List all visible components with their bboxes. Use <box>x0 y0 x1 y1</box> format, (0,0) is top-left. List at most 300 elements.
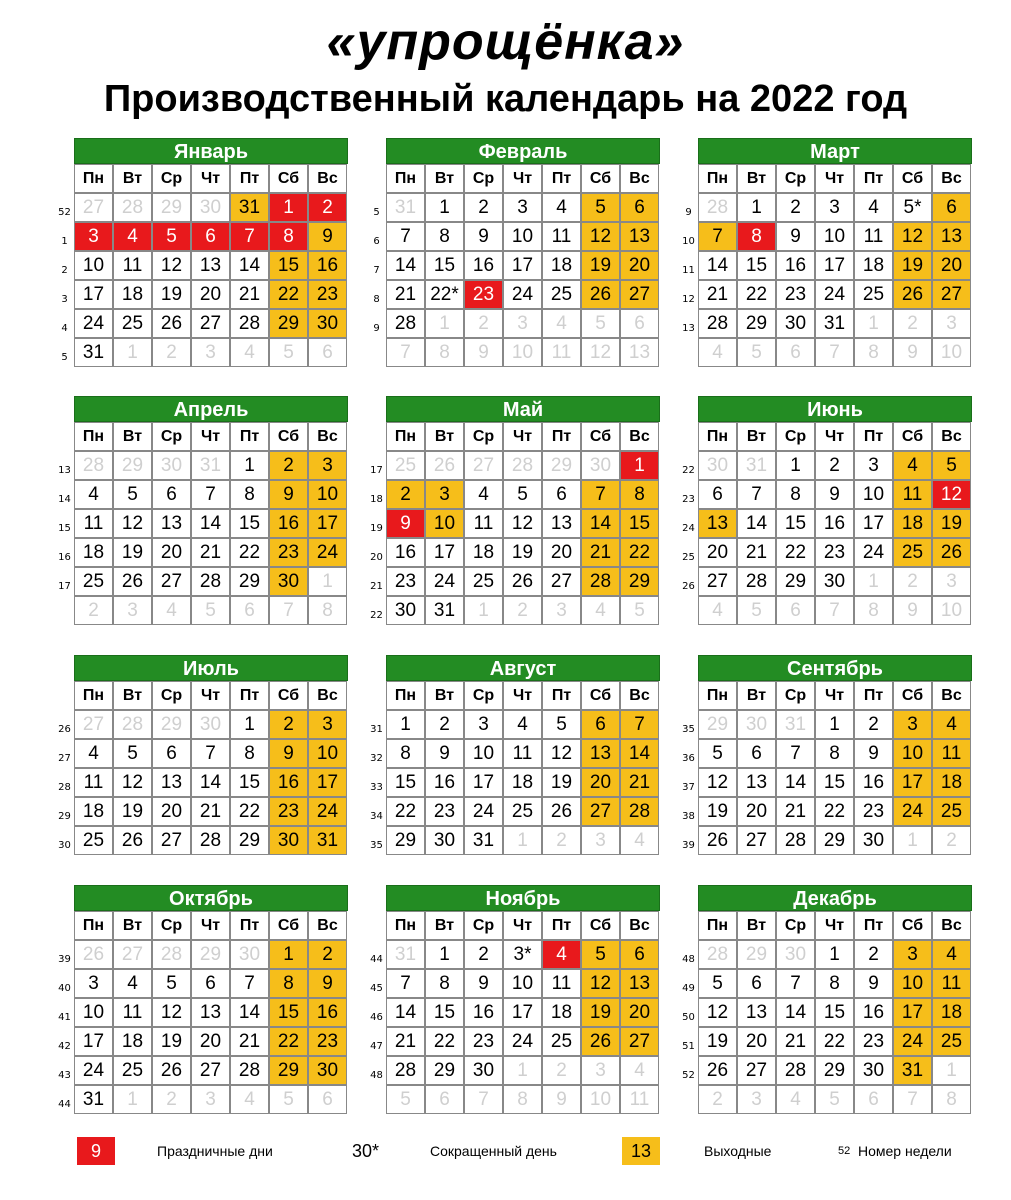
week-number: 27 <box>58 753 71 764</box>
weekday-row <box>680 681 972 710</box>
day-cell: 2 <box>464 309 503 338</box>
week-row <box>680 567 972 596</box>
day-cell: 29 <box>542 451 581 480</box>
day-cell: 11 <box>542 222 581 251</box>
day-cell: 12 <box>893 222 932 251</box>
day-cell: 21 <box>737 538 776 567</box>
weekday-row <box>368 422 660 451</box>
day-cell: 17 <box>308 509 347 538</box>
month-header: Октябрь <box>74 885 348 911</box>
day-cell: 9 <box>269 739 308 768</box>
day-cell: 10 <box>74 251 113 280</box>
week-row <box>56 797 348 826</box>
day-cell: 29 <box>737 940 776 969</box>
day-cell: 2 <box>152 338 191 367</box>
day-cell: 9 <box>893 596 932 625</box>
day-cell: 25 <box>113 309 152 338</box>
day-cell: 24 <box>425 567 464 596</box>
weekday-header: Сб <box>893 681 932 710</box>
day-cell: 1 <box>113 1085 152 1114</box>
month-header: Декабрь <box>698 885 972 911</box>
day-cell: 3 <box>191 1085 230 1114</box>
day-cell: 5 <box>737 338 776 367</box>
day-cell: 3 <box>581 826 620 855</box>
day-cell: 17 <box>854 509 893 538</box>
week-number: 26 <box>682 581 695 592</box>
day-cell: 20 <box>737 1027 776 1056</box>
day-cell: 19 <box>932 509 971 538</box>
day-cell: 29 <box>425 1056 464 1085</box>
week-row <box>680 1085 972 1114</box>
day-cell: 23 <box>464 280 503 309</box>
week-number: 8 <box>373 294 380 305</box>
day-cell: 2 <box>893 309 932 338</box>
day-cell: 28 <box>503 451 542 480</box>
day-cell: 2 <box>854 710 893 739</box>
day-cell: 6 <box>698 480 737 509</box>
day-cell: 31 <box>776 710 815 739</box>
day-cell: 15 <box>620 509 659 538</box>
day-cell: 9 <box>425 739 464 768</box>
month-header: Апрель <box>74 396 348 422</box>
weekday-header: Пн <box>386 422 425 451</box>
day-cell: 19 <box>542 768 581 797</box>
weekday-header: Вс <box>308 911 347 940</box>
weekday-header: Ср <box>152 911 191 940</box>
day-cell: 23 <box>425 797 464 826</box>
week-number: 9 <box>685 207 692 218</box>
day-cell: 15 <box>386 768 425 797</box>
day-cell: 20 <box>191 280 230 309</box>
day-cell: 16 <box>464 998 503 1027</box>
day-cell: 8 <box>425 222 464 251</box>
day-cell: 9 <box>542 1085 581 1114</box>
week-row <box>56 1085 348 1114</box>
day-cell: 1 <box>425 193 464 222</box>
day-cell: 8 <box>230 739 269 768</box>
month-block <box>56 396 348 625</box>
day-cell: 30 <box>815 567 854 596</box>
weekday-header: Пт <box>230 422 269 451</box>
week-row <box>368 940 660 969</box>
day-cell: 3 <box>464 710 503 739</box>
day-cell: 10 <box>308 739 347 768</box>
day-cell: 25 <box>503 797 542 826</box>
day-cell: 17 <box>74 280 113 309</box>
week-number: 43 <box>58 1070 71 1081</box>
day-cell: 30 <box>152 451 191 480</box>
day-cell: 10 <box>932 596 971 625</box>
day-cell: 12 <box>152 251 191 280</box>
day-cell: 29 <box>269 1056 308 1085</box>
day-cell: 28 <box>386 309 425 338</box>
week-number: 25 <box>682 552 695 563</box>
day-cell: 6 <box>737 969 776 998</box>
day-cell: 6 <box>932 193 971 222</box>
day-cell: 16 <box>464 251 503 280</box>
day-cell: 6 <box>152 480 191 509</box>
week-number: 49 <box>682 983 695 994</box>
week-number: 45 <box>370 983 383 994</box>
week-number: 35 <box>370 840 383 851</box>
month-block <box>680 396 972 625</box>
day-cell: 30 <box>269 567 308 596</box>
day-cell: 5 <box>698 739 737 768</box>
day-cell: 24 <box>815 280 854 309</box>
day-cell: 11 <box>113 998 152 1027</box>
day-cell: 25 <box>542 1027 581 1056</box>
weekday-header: Вс <box>932 911 971 940</box>
day-cell: 24 <box>464 797 503 826</box>
week-row <box>56 338 348 367</box>
day-cell: 27 <box>74 710 113 739</box>
day-cell: 18 <box>542 251 581 280</box>
weekday-header: Вт <box>737 164 776 193</box>
day-cell: 10 <box>581 1085 620 1114</box>
day-cell: 13 <box>581 739 620 768</box>
day-cell: 21 <box>191 538 230 567</box>
day-cell: 7 <box>815 338 854 367</box>
week-number: 36 <box>682 753 695 764</box>
day-cell: 9 <box>386 509 425 538</box>
day-cell: 20 <box>698 538 737 567</box>
day-cell: 30 <box>776 940 815 969</box>
day-cell: 29 <box>737 309 776 338</box>
day-cell: 1 <box>230 710 269 739</box>
day-cell: 4 <box>542 309 581 338</box>
day-cell: 12 <box>698 998 737 1027</box>
day-cell: 14 <box>581 509 620 538</box>
month-block <box>368 885 660 1114</box>
day-cell: 2 <box>269 710 308 739</box>
day-cell: 31 <box>464 826 503 855</box>
day-cell: 25 <box>893 538 932 567</box>
day-cell: 8 <box>737 222 776 251</box>
month-header: Февраль <box>386 138 660 164</box>
day-cell: 3 <box>893 710 932 739</box>
day-cell: 11 <box>113 251 152 280</box>
day-cell: 16 <box>308 998 347 1027</box>
day-cell: 5 <box>152 969 191 998</box>
day-cell: 4 <box>230 338 269 367</box>
day-cell: 19 <box>113 797 152 826</box>
weekday-header: Пн <box>698 422 737 451</box>
day-cell: 5 <box>737 596 776 625</box>
day-cell: 7 <box>620 710 659 739</box>
day-cell: 30 <box>230 940 269 969</box>
weekday-header: Пт <box>542 164 581 193</box>
day-cell: 1 <box>503 826 542 855</box>
day-cell: 8 <box>230 480 269 509</box>
day-cell: 21 <box>776 1027 815 1056</box>
day-cell: 8 <box>386 739 425 768</box>
day-cell: 29 <box>386 826 425 855</box>
day-cell: 22 <box>230 797 269 826</box>
week-row <box>56 998 348 1027</box>
day-cell: 4 <box>230 1085 269 1114</box>
weekday-header: Пт <box>542 681 581 710</box>
day-cell: 3 <box>503 309 542 338</box>
day-cell: 1 <box>308 567 347 596</box>
day-cell: 27 <box>581 797 620 826</box>
day-cell: 22 <box>776 538 815 567</box>
day-cell: 29 <box>815 1056 854 1085</box>
day-cell: 7 <box>776 969 815 998</box>
weekday-header: Сб <box>893 911 932 940</box>
week-number: 13 <box>682 323 695 334</box>
day-cell: 13 <box>737 998 776 1027</box>
week-number: 52 <box>58 207 71 218</box>
day-cell: 29 <box>113 451 152 480</box>
day-cell: 9 <box>464 338 503 367</box>
day-cell: 29 <box>152 710 191 739</box>
weekday-row <box>368 164 660 193</box>
week-row <box>368 1085 660 1114</box>
day-cell: 7 <box>698 222 737 251</box>
day-cell: 15 <box>815 998 854 1027</box>
day-cell: 21 <box>620 768 659 797</box>
week-number: 17 <box>370 465 383 476</box>
weekday-header: Вс <box>620 681 659 710</box>
week-row <box>680 739 972 768</box>
weekday-header: Вт <box>113 164 152 193</box>
day-cell: 19 <box>893 251 932 280</box>
week-number: 48 <box>370 1070 383 1081</box>
day-cell: 3 <box>308 451 347 480</box>
week-row <box>56 251 348 280</box>
week-row <box>680 940 972 969</box>
day-cell: 14 <box>191 509 230 538</box>
day-cell: 26 <box>152 309 191 338</box>
day-cell: 31 <box>425 596 464 625</box>
day-cell: 29 <box>191 940 230 969</box>
day-cell: 3 <box>932 309 971 338</box>
day-cell: 3 <box>74 222 113 251</box>
day-cell: 7 <box>737 480 776 509</box>
day-cell: 17 <box>893 768 932 797</box>
week-number: 44 <box>58 1099 71 1110</box>
day-cell: 17 <box>503 998 542 1027</box>
week-number: 11 <box>682 265 695 276</box>
day-cell: 2 <box>308 940 347 969</box>
month-header: Январь <box>74 138 348 164</box>
month-block <box>56 138 348 367</box>
week-row <box>56 710 348 739</box>
day-cell: 28 <box>776 1056 815 1085</box>
weekday-header: Чт <box>503 422 542 451</box>
day-cell: 10 <box>503 222 542 251</box>
day-cell: 28 <box>152 940 191 969</box>
day-cell: 23 <box>308 1027 347 1056</box>
weekday-header: Пт <box>854 681 893 710</box>
month-header: Июнь <box>698 396 972 422</box>
weekday-row <box>680 911 972 940</box>
day-cell: 7 <box>464 1085 503 1114</box>
day-cell: 9 <box>893 338 932 367</box>
week-row <box>680 309 972 338</box>
day-cell: 2 <box>152 1085 191 1114</box>
day-cell: 22 <box>269 1027 308 1056</box>
weekday-header: Ср <box>776 911 815 940</box>
day-cell: 11 <box>542 338 581 367</box>
day-cell: 9 <box>854 969 893 998</box>
week-row <box>368 826 660 855</box>
day-cell: 28 <box>698 193 737 222</box>
day-cell: 27 <box>74 193 113 222</box>
day-cell: 2 <box>74 596 113 625</box>
weekday-header: Пт <box>230 681 269 710</box>
day-cell: 28 <box>74 451 113 480</box>
weekday-header: Чт <box>815 681 854 710</box>
day-cell: 2 <box>893 567 932 596</box>
day-cell: 22 <box>230 538 269 567</box>
day-cell: 13 <box>191 251 230 280</box>
day-cell: 5 <box>386 1085 425 1114</box>
weekday-header: Сб <box>893 422 932 451</box>
week-number: 39 <box>682 840 695 851</box>
week-row <box>56 309 348 338</box>
day-cell: 28 <box>386 1056 425 1085</box>
day-cell: 13 <box>152 509 191 538</box>
weekday-row <box>680 422 972 451</box>
month-header: Ноябрь <box>386 885 660 911</box>
day-cell: 23 <box>269 538 308 567</box>
day-cell: 20 <box>152 538 191 567</box>
week-number: 9 <box>373 323 380 334</box>
day-cell: 8 <box>854 338 893 367</box>
week-row <box>56 538 348 567</box>
weekday-header: Пн <box>74 422 113 451</box>
day-cell: 3 <box>542 596 581 625</box>
day-cell: 18 <box>464 538 503 567</box>
day-cell: 1 <box>269 940 308 969</box>
day-cell: 25 <box>74 567 113 596</box>
week-number: 1 <box>61 236 68 247</box>
weekday-header: Пн <box>74 164 113 193</box>
week-number: 42 <box>58 1041 71 1052</box>
week-row <box>680 193 972 222</box>
week-row <box>680 596 972 625</box>
day-cell: 17 <box>893 998 932 1027</box>
day-cell: 1 <box>464 596 503 625</box>
week-row <box>368 710 660 739</box>
day-cell: 16 <box>386 538 425 567</box>
weekday-header: Сб <box>581 164 620 193</box>
weekday-header: Вс <box>308 164 347 193</box>
week-number: 32 <box>370 753 383 764</box>
day-cell: 4 <box>620 1056 659 1085</box>
week-number: 16 <box>58 552 71 563</box>
weekday-header: Вт <box>113 681 152 710</box>
day-cell: 16 <box>776 251 815 280</box>
day-cell: 4 <box>581 596 620 625</box>
weekday-header: Ср <box>464 422 503 451</box>
day-cell: 4 <box>893 451 932 480</box>
week-row <box>368 797 660 826</box>
day-cell: 7 <box>386 969 425 998</box>
day-cell: 30 <box>191 193 230 222</box>
day-cell: 26 <box>503 567 542 596</box>
day-cell: 15 <box>815 768 854 797</box>
legend-holiday-swatch: 9 <box>77 1137 115 1165</box>
day-cell: 7 <box>815 596 854 625</box>
day-cell: 31 <box>308 826 347 855</box>
day-cell: 29 <box>815 826 854 855</box>
day-cell: 24 <box>308 797 347 826</box>
day-cell: 13 <box>932 222 971 251</box>
day-cell: 7 <box>230 969 269 998</box>
day-cell: 30 <box>698 451 737 480</box>
day-cell: 1 <box>620 451 659 480</box>
day-cell: 10 <box>425 509 464 538</box>
day-cell: 18 <box>74 797 113 826</box>
day-cell: 15 <box>269 998 308 1027</box>
week-row <box>680 451 972 480</box>
day-cell: 27 <box>620 280 659 309</box>
week-number: 19 <box>370 523 383 534</box>
day-cell: 31 <box>230 193 269 222</box>
day-cell: 3 <box>854 451 893 480</box>
week-row <box>368 309 660 338</box>
day-cell: 7 <box>776 739 815 768</box>
week-row <box>368 739 660 768</box>
week-row <box>56 1056 348 1085</box>
week-number: 34 <box>370 811 383 822</box>
weekday-row <box>680 164 972 193</box>
day-cell: 13 <box>620 222 659 251</box>
day-cell: 2 <box>542 1056 581 1085</box>
weekday-header: Ср <box>464 681 503 710</box>
day-cell: 20 <box>581 768 620 797</box>
weekday-header: Пн <box>74 911 113 940</box>
day-cell: 30 <box>308 1056 347 1085</box>
day-cell: 9 <box>854 739 893 768</box>
day-cell: 16 <box>815 509 854 538</box>
day-cell: 8 <box>854 596 893 625</box>
day-cell: 8 <box>425 969 464 998</box>
day-cell: 15 <box>776 509 815 538</box>
day-cell: 12 <box>503 509 542 538</box>
day-cell: 5 <box>581 193 620 222</box>
day-cell: 25 <box>74 826 113 855</box>
week-row <box>680 1056 972 1085</box>
day-cell: 4 <box>74 480 113 509</box>
weekday-row <box>368 681 660 710</box>
day-cell: 13 <box>620 338 659 367</box>
weekday-header: Ср <box>152 681 191 710</box>
day-cell: 2 <box>932 826 971 855</box>
day-cell: 4 <box>542 940 581 969</box>
day-cell: 24 <box>74 1056 113 1085</box>
week-row <box>368 1056 660 1085</box>
day-cell: 4 <box>776 1085 815 1114</box>
day-cell: 2 <box>854 940 893 969</box>
week-row <box>56 768 348 797</box>
day-cell: 7 <box>269 596 308 625</box>
day-cell: 31 <box>737 451 776 480</box>
day-cell: 22 <box>425 1027 464 1056</box>
day-cell: 17 <box>464 768 503 797</box>
day-cell: 5 <box>269 338 308 367</box>
day-cell: 12 <box>581 969 620 998</box>
day-cell: 9 <box>464 969 503 998</box>
week-row <box>368 451 660 480</box>
day-cell: 2 <box>503 596 542 625</box>
day-cell: 18 <box>113 1027 152 1056</box>
week-row <box>368 969 660 998</box>
day-cell: 15 <box>230 509 269 538</box>
month-header: Сентябрь <box>698 655 972 681</box>
